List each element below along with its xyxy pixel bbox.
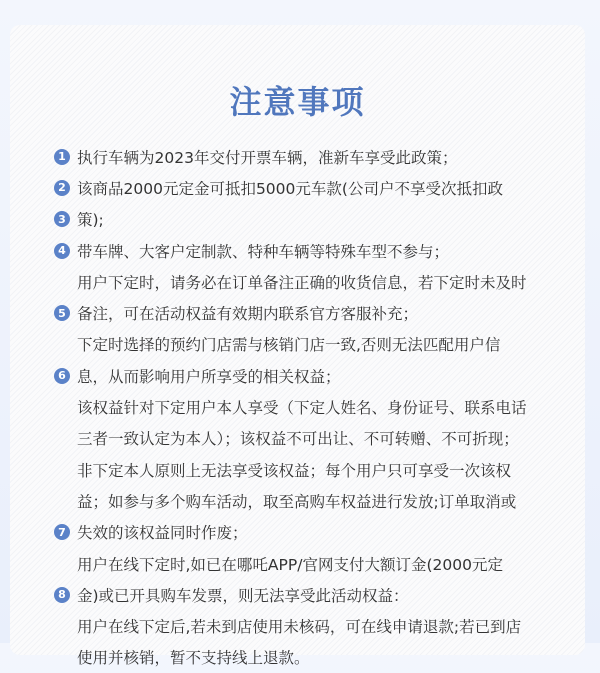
notice-text: 三者一致认定为本人）；该权益不可出让、不可转赠、不可折现； <box>77 430 519 449</box>
notice-line <box>54 329 574 360</box>
notice-text: 策); <box>77 211 104 230</box>
number-badge-icon: 2 <box>54 180 70 196</box>
notice-text: 用户在线下定时,如已在哪吒APP/官网支付大额订金(2000元定 <box>77 555 503 574</box>
notice-text: 该权益针对下定用户本人享受（下定人姓名、身份证号、联系电话 <box>77 399 527 418</box>
notice-text: 该商品2000元定金可抵扣5000元车款(公司户不享受次抵扣政 <box>77 179 503 198</box>
notice-line <box>54 485 574 516</box>
number-badge-icon: 4 <box>54 243 70 259</box>
notice-line <box>54 454 574 485</box>
notice-list <box>54 141 574 673</box>
notice-text: 益；如参与多个购车活动，取至高购车权益进行发放;订单取消或 <box>77 492 517 511</box>
notice-line <box>54 423 574 454</box>
notice-line <box>54 297 574 328</box>
notice-text: 下定时选择的预约门店需与核销门店一致,否则无法匹配用户信 <box>77 336 501 355</box>
number-badge-icon: 8 <box>54 587 70 603</box>
notice-text: 带车牌、大客户定制款、特种车辆等特殊车型不参与； <box>77 242 450 261</box>
page-title: 注意事项 <box>229 83 366 121</box>
notice-text: 失效的该权益同时作废； <box>77 524 248 543</box>
notice-line <box>54 517 574 548</box>
notice-text: 用户在线下定后,若未到店使用未核码，可在线申请退款;若已到店 <box>77 618 522 637</box>
number-badge-icon: 7 <box>54 524 70 540</box>
notice-text: 金)或已开具购车发票，则无法享受此活动权益： <box>77 586 409 605</box>
notice-line <box>54 235 574 266</box>
number-badge-icon: 1 <box>54 149 70 165</box>
number-badge-icon: 3 <box>54 211 70 227</box>
notice-text: 非下定本人原则上无法享受该权益；每个用户只可享受一次该权 <box>77 461 512 480</box>
notice-text: 备注，可在活动权益有效期内联系官方客服补充； <box>77 305 419 324</box>
notice-line <box>54 266 574 297</box>
notice-line <box>54 548 574 579</box>
number-badge-icon: 6 <box>54 368 70 384</box>
notice-line <box>54 610 574 641</box>
notice-text: 使用并核销，暂不支持线上退款。 <box>77 649 310 668</box>
notice-line <box>54 391 574 422</box>
notice-line <box>54 172 574 203</box>
notice-text: 执行车辆为2023年交付开票车辆，准新车享受此政策； <box>77 148 458 167</box>
notice-line <box>54 642 574 673</box>
notice-line <box>54 579 574 610</box>
notice-text: 息，从而影响用户所享受的相关权益； <box>77 367 341 386</box>
notice-line <box>54 204 574 235</box>
number-badge-icon: 5 <box>54 305 70 321</box>
notice-line <box>54 360 574 391</box>
notice-line <box>54 141 574 172</box>
notice-text: 用户下定时，请务必在订单备注正确的收货信息，若下定时未及时 <box>77 273 527 292</box>
notice-card <box>10 25 585 668</box>
